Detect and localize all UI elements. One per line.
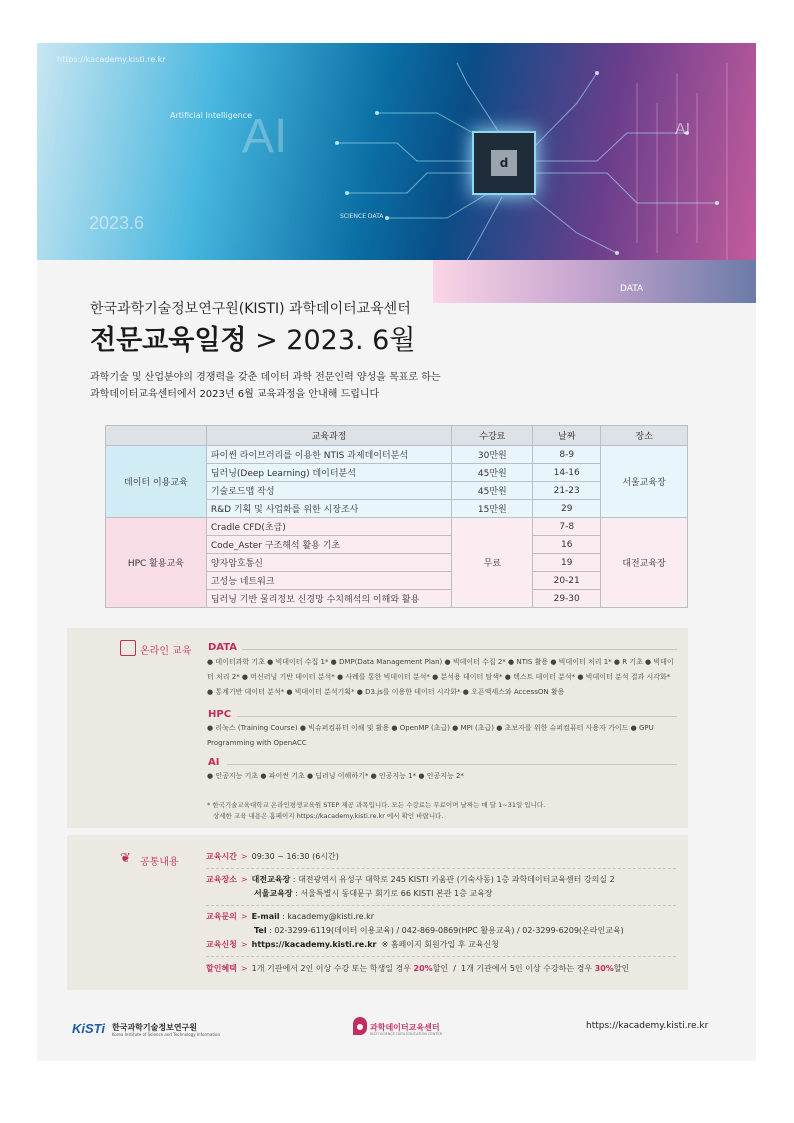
daejeon-address: : 대전광역시 유성구 대학로 245 KISTI 키움관 (기숙사동) 1층 과학데이터교육센터 강의실 2 — [290, 875, 615, 884]
divider — [237, 716, 677, 717]
online-education-section — [67, 628, 688, 828]
monitor-icon — [120, 640, 136, 656]
date-cell: 14-16 — [533, 464, 601, 482]
course-cell: 양자암호통신 — [206, 554, 452, 572]
arrow-icon: > — [240, 964, 248, 973]
discount-text-1: 1개 기관에서 2인 이상 수강 또는 학생일 경우 — [251, 964, 414, 973]
fee-cell: 45만원 — [452, 464, 533, 482]
table-header — [106, 426, 207, 446]
footer-url-link[interactable]: https://kacademy.kisti.re.kr — [586, 1021, 709, 1031]
online-heading: 온라인 교육 — [140, 646, 192, 657]
online-note — [207, 800, 677, 822]
place-row — [206, 873, 615, 887]
intro-line-1: 과학기술 및 산업분야의 경쟁력을 갖춘 데이터 과학 전문인력 양성을 목표로 하는 — [90, 372, 441, 383]
ai-category-title: AI — [208, 757, 220, 768]
fee-cell: 15만원 — [452, 500, 533, 518]
seoul-label: 서울교육장 — [254, 889, 293, 898]
circuit-graphic — [37, 43, 756, 260]
data-band-label: DATA — [620, 284, 644, 294]
chip-icon — [472, 131, 536, 195]
email-label: E-mail — [251, 912, 280, 921]
apply-note: ※ 홈페이지 회원가입 후 교육신청 — [376, 940, 499, 949]
date-cell: 20-21 — [533, 572, 601, 590]
apply-key: 교육신청 — [206, 940, 237, 949]
discount-text-3: 할인 — [613, 964, 630, 973]
date-cell: 29 — [533, 500, 601, 518]
schedule-table — [105, 425, 688, 608]
apply-url-link[interactable]: https://kacademy.kisti.re.kr — [251, 940, 377, 949]
time-key: 교육시간 — [206, 852, 237, 861]
date-cell: 16 — [533, 536, 601, 554]
title-separator: > — [246, 325, 287, 356]
hpc-category-title: HPC — [208, 709, 232, 720]
chip-letter: d — [491, 150, 517, 176]
center-logo-icon — [353, 1017, 367, 1035]
table-row — [106, 518, 688, 536]
intro-line-2: 과학데이터교육센터에서 2023년 6월 교육과정을 안내해 드립니다 — [90, 389, 380, 400]
hero-date: 2023.6 — [89, 213, 145, 233]
org-subtitle: 한국과학기술정보연구원(KISTI) 과학데이터교육센터 — [90, 301, 411, 317]
date-cell: 21-23 — [533, 482, 601, 500]
kisti-name: 한국과학기술정보연구원 — [112, 1023, 198, 1032]
date-cell: 29-30 — [533, 590, 601, 608]
arrow-icon: > — [240, 852, 248, 861]
ai-course-tags: ● 인공지능 기초 ● 파이썬 기초 ● 딥러닝 이해하기* ● 인공지능 1* ● 인공지능 2* — [207, 772, 464, 780]
tel-label: Tel — [254, 926, 267, 935]
science-data-label: SCIENCE DATA — [340, 213, 384, 220]
divider — [227, 764, 677, 765]
daejeon-label: 대전교육장 — [251, 875, 291, 884]
table-header: 교육과정 — [206, 426, 452, 446]
page-title — [90, 318, 415, 357]
table-header: 날짜 — [533, 426, 601, 446]
title-main: 전문교육일정 — [90, 325, 247, 356]
table-header-row — [106, 426, 688, 446]
data-category-title: DATA — [208, 642, 238, 653]
course-cell: 딥러닝 기반 물리정보 신경망 수치해석의 이해와 활용 — [206, 590, 452, 608]
table-header: 수강료 — [452, 426, 533, 446]
seoul-row — [254, 887, 493, 901]
place-cell: 서울교육장 — [601, 446, 688, 518]
time-row — [206, 850, 339, 864]
ai-right-label: AI — [675, 121, 691, 138]
course-cell: R&D 기획 및 사업화를 위한 시장조사 — [206, 500, 452, 518]
date-cell: 8-9 — [533, 446, 601, 464]
seoul-address: : 서울특별시 동대문구 회기로 66 KISTI 본관 1층 교육장 — [292, 889, 493, 898]
common-heading: 공통내용 — [140, 857, 179, 868]
center-english-name: KISTI SCIENCE DATA EDUCATION CENTER — [370, 1032, 443, 1036]
kisti-english-name: Korea Institute of Science and Technology Information — [112, 1032, 221, 1037]
data-course-tags: ● 데이터과학 기초 ● 빅데이터 수집 1* ● DMP(Data Management Plan) ● 빅데이터 수집 2* ● NTIS 활용 ● 빅데이터 처리 1* ● R 기초 ● 빅데이터 처리 2* ● 머신러닝 기반 데이터 분석* ● 사례를 통한 빅데이터 분석* ● 분석용 데이터 탐색* ● 텍스트 데이터 분석* ● 빅데이터 분석 결과 시각화* ● 통계기반 데이터 분석* ● 빅데이터 분석기획* ● D3.js를 이용한 데이터 시각화* ● 오픈액세스와 AccessON 활용 — [207, 658, 674, 696]
arrow-icon: > — [240, 940, 248, 949]
ai-subtitle: Artificial Intelligence — [170, 111, 252, 120]
fee-cell: 45만원 — [452, 482, 533, 500]
note-line-1: * 한국기술교육대학교 온라인평생교육원 STEP 제공 과목입니다. 모든 수강료는 무료이며 날짜는 매 달 1~31일 입니다. — [207, 801, 546, 809]
discount-row — [206, 962, 629, 976]
hero-banner — [37, 43, 756, 260]
date-cell: 7-8 — [533, 518, 601, 536]
table-row — [106, 446, 688, 464]
common-info-section — [67, 835, 688, 990]
intro-text — [90, 369, 441, 403]
fee-cell: 30만원 — [452, 446, 533, 464]
time-value: 09:30 ~ 16:30 (6시간) — [251, 852, 339, 861]
arrow-icon: > — [240, 912, 248, 921]
category-cell: 데이터 이용교육 — [106, 446, 207, 518]
category-cell: HPC 활용교육 — [106, 518, 207, 608]
divider — [242, 649, 677, 650]
hpc-course-tags: ● 리눅스 (Training Course) ● 빅슈퍼컴퓨터 이해 및 활용 ● OpenMP (초급) ● MPI (초급) ● 초보자를 위한 슈퍼컴퓨터 사용자 가이드 ● GPU Programming with OpenACC — [207, 724, 654, 747]
divider — [206, 905, 676, 906]
tel-value: : 02-3299-6119(데이터 이용교육) / 042-869-0869(HPC 활용교육) / 02-3299-6209(온라인교육) — [266, 926, 624, 935]
arrow-icon: > — [240, 875, 248, 884]
fee-cell: 무료 — [452, 518, 533, 608]
course-cell: Cradle CFD(초급) — [206, 518, 452, 536]
hero-url: https://kacademy.kisti.re.kr — [57, 55, 166, 64]
title-month: 2023. 6월 — [286, 325, 416, 356]
course-cell: 고성능 네트워크 — [206, 572, 452, 590]
inquiry-tel-row — [254, 924, 624, 938]
email-value[interactable]: : kacademy@kisti.re.kr — [279, 912, 375, 921]
discount-pct-30: 30% — [594, 964, 614, 973]
discount-key: 할인혜택 — [206, 964, 237, 973]
place-key: 교육장소 — [206, 875, 237, 884]
date-cell: 19 — [533, 554, 601, 572]
course-cell: 파이썬 라이브러리를 이용한 NTIS 과제데이터분석 — [206, 446, 452, 464]
course-cell: 기술로드맵 작성 — [206, 482, 452, 500]
course-cell: Code_Aster 구조해석 활용 기초 — [206, 536, 452, 554]
note-line-2: 상세한 교육 내용은 홈페이지 https://kacademy.kisti.re.kr 에서 확인 바랍니다. — [213, 812, 444, 820]
place-cell: 대전교육장 — [601, 518, 688, 608]
sprout-icon: ❦ — [120, 851, 131, 866]
apply-row — [206, 938, 499, 952]
divider — [206, 868, 676, 869]
discount-pct-20: 20% — [413, 964, 433, 973]
inquiry-email-row — [206, 910, 374, 924]
ai-big-label: AI — [242, 110, 288, 163]
data-band — [433, 260, 756, 303]
discount-text-2: 할인 / 1개 기관에서 5인 이상 수강하는 경우 — [432, 964, 595, 973]
course-cell: 딥러닝(Deep Learning) 데이터분석 — [206, 464, 452, 482]
kisti-logo: KiSTi — [72, 1021, 105, 1036]
center-name: 과학데이터교육센터 — [370, 1023, 440, 1032]
divider — [206, 956, 676, 957]
table-header: 장소 — [601, 426, 688, 446]
inquiry-key: 교육문의 — [206, 912, 237, 921]
